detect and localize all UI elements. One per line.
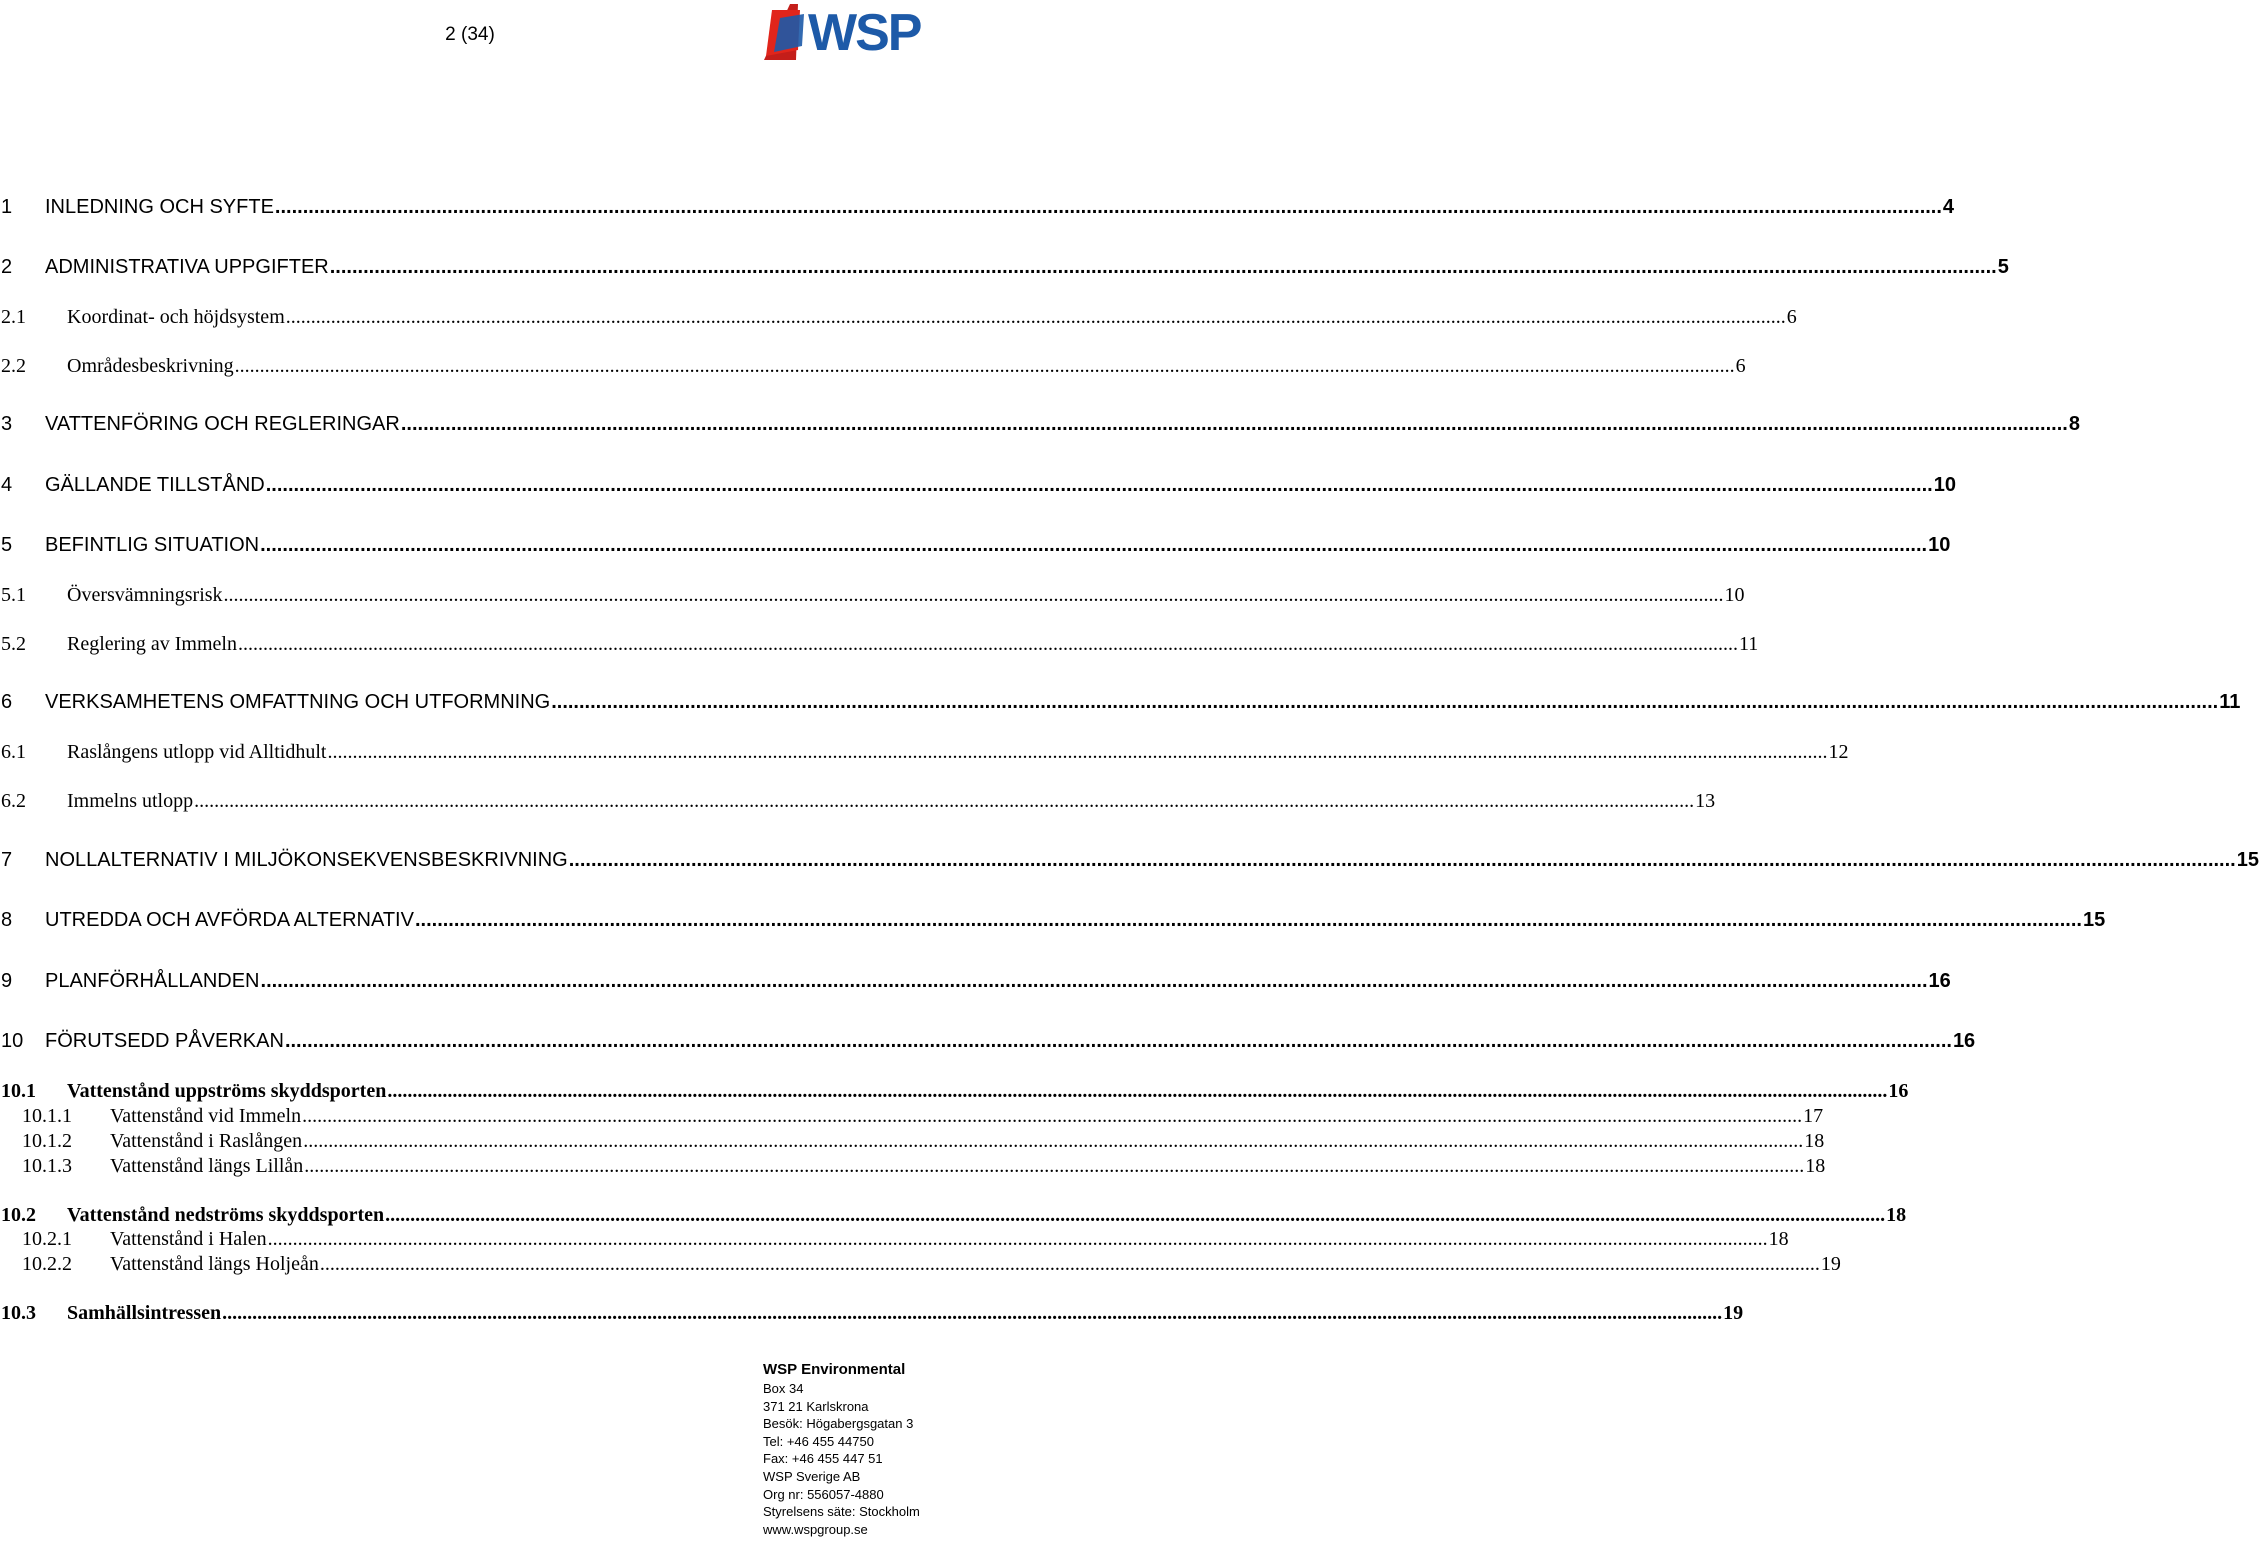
toc-entry[interactable] xyxy=(0,909,2106,932)
toc-entry-number: 10 xyxy=(1,1030,24,1052)
toc-entry[interactable] xyxy=(0,1253,1841,1276)
toc-entry[interactable] xyxy=(0,306,1797,329)
logo-text: WSP xyxy=(808,4,921,62)
toc-dot-leader: ............................................................................................................................................................................................................................................................................................................ xyxy=(319,1253,1820,1275)
footer-line: Org nr: 556057-4880 xyxy=(763,1486,884,1502)
toc-entry[interactable] xyxy=(0,355,1746,378)
toc-entry[interactable] xyxy=(0,534,1951,557)
toc-entry[interactable] xyxy=(0,584,1745,607)
toc-entry-number: 10.1 xyxy=(1,1080,36,1102)
toc-dot-leader: ............................................................................................................................................................................................................................................................................................................ xyxy=(302,1105,1803,1127)
footer-line: Box 34 xyxy=(763,1381,804,1396)
toc-entry-number: 10.1.3 xyxy=(22,1155,72,1177)
toc-entry-number: 4 xyxy=(1,474,13,496)
toc-entry-title: Raslångens utlopp vid Alltidhult xyxy=(67,741,327,763)
footer-line: Styrelsens säte: Stockholm xyxy=(763,1504,920,1520)
toc-entry-title: PLANFÖRHÅLLANDEN xyxy=(45,970,260,992)
footer-line: 371 21 Karlskrona xyxy=(763,1398,869,1414)
toc-entry[interactable] xyxy=(0,741,1849,764)
toc-dot-leader: ............................................................................................................................................................................................................................................................................................................ xyxy=(414,909,2082,931)
toc-entry-number: 3 xyxy=(1,413,13,435)
toc-entry-page: 16 xyxy=(1928,970,1951,992)
toc-entry-number: 2 xyxy=(1,256,13,278)
toc-entry-title: Vattenstånd uppströms skyddsporten xyxy=(67,1080,387,1102)
toc-entry-page: 16 xyxy=(1888,1080,1909,1102)
toc-entry[interactable] xyxy=(0,413,2080,436)
toc-entry-page: 15 xyxy=(2082,909,2106,931)
toc-entry-page: 19 xyxy=(1820,1253,1841,1275)
toc-dot-leader: ............................................................................................................................................................................................................................................................................................................ xyxy=(385,1204,1886,1226)
toc-entry-number: 6.2 xyxy=(1,790,26,812)
toc-dot-leader: ............................................................................................................................................................................................................................................................................................................ xyxy=(194,790,1695,812)
toc-entry-page: 8 xyxy=(2068,413,2080,435)
toc-entry-page: 11 xyxy=(1738,633,1759,655)
page-number: 2 (34) xyxy=(445,24,495,45)
footer-line: www.wspgroup.se xyxy=(763,1521,868,1537)
toc-entry-page: 4 xyxy=(1942,196,1955,218)
toc-entry-title: GÄLLANDE TILLSTÅND xyxy=(45,474,265,496)
toc-entry[interactable] xyxy=(0,1204,1907,1227)
toc-entry-title: Vattenstånd i Raslången xyxy=(110,1130,303,1152)
toc-entry-number: 10.1.2 xyxy=(22,1130,72,1152)
toc-entry-number: 2.1 xyxy=(1,306,26,328)
toc-entry[interactable] xyxy=(0,691,2241,714)
toc-entry-page: 18 xyxy=(1805,1155,1826,1177)
toc-entry-page: 6 xyxy=(1786,306,1797,328)
toc-entry-title: Vattenstånd nedströms skyddsporten xyxy=(67,1204,385,1226)
footer-line: WSP Sverige AB xyxy=(763,1468,861,1484)
toc-entry-title: ADMINISTRATIVA UPPGIFTER xyxy=(45,256,329,278)
footer-line: Besök: Högabergsgatan 3 xyxy=(763,1416,914,1432)
toc-entry-title: FÖRUTSEDD PÅVERKAN xyxy=(45,1030,284,1052)
toc-entry[interactable] xyxy=(0,1302,1744,1325)
toc-entry[interactable] xyxy=(0,633,1759,656)
toc-entry-title: Områdesbeskrivning xyxy=(67,355,234,377)
toc-entry-number: 1 xyxy=(1,196,13,218)
toc-entry-title: Samhällsintressen xyxy=(67,1302,222,1324)
toc-dot-leader: ............................................................................................................................................................................................................................................................................................................ xyxy=(265,474,1933,496)
toc-entry-page: 11 xyxy=(2219,691,2241,713)
toc-entry-title: VERKSAMHETENS OMFATTNING OCH UTFORMNING xyxy=(45,691,551,713)
toc-entry-title: BEFINTLIG SITUATION xyxy=(45,534,260,556)
toc-dot-leader: ............................................................................................................................................................................................................................................................................................................ xyxy=(234,355,1735,377)
toc-dot-leader: ............................................................................................................................................................................................................................................................................................................ xyxy=(329,256,1997,278)
toc-entry-page: 18 xyxy=(1886,1204,1907,1226)
toc-entry-page: 18 xyxy=(1804,1130,1825,1152)
footer-line: Tel: +46 455 44750 xyxy=(763,1433,874,1449)
toc-entry-title: VATTENFÖRING OCH REGLERINGAR xyxy=(45,413,400,435)
toc-dot-leader: ............................................................................................................................................................................................................................................................................................................ xyxy=(387,1080,1888,1102)
toc-dot-leader: ............................................................................................................................................................................................................................................................................................................ xyxy=(400,413,2068,435)
toc-entry-number: 10.2 xyxy=(1,1204,36,1226)
toc-entry-number: 9 xyxy=(1,970,13,992)
toc-entry-title: Översvämningsrisk xyxy=(67,584,223,606)
toc-entry-number: 2.2 xyxy=(1,355,26,377)
toc-dot-leader: ............................................................................................................................................................................................................................................................................................................ xyxy=(327,741,1828,763)
toc-entry-title: Reglering av Immeln xyxy=(67,633,237,655)
toc-dot-leader: ............................................................................................................................................................................................................................................................................................................ xyxy=(284,1030,1952,1052)
footer-company: WSP Environmental xyxy=(763,1361,906,1378)
toc-dot-leader: ............................................................................................................................................................................................................................................................................................................ xyxy=(303,1130,1804,1152)
toc-dot-leader: ............................................................................................................................................................................................................................................................................................................ xyxy=(237,633,1738,655)
footer-address xyxy=(763,1360,960,1538)
toc-entry[interactable] xyxy=(0,256,2009,279)
toc-entry-number: 8 xyxy=(1,909,13,931)
toc-entry[interactable] xyxy=(0,196,1955,219)
toc-entry-number: 10.3 xyxy=(1,1302,36,1324)
toc-entry-title: Vattenstånd längs Holjeån xyxy=(110,1253,319,1275)
toc-dot-leader: ............................................................................................................................................................................................................................................................................................................ xyxy=(285,306,1786,328)
toc-entry-number: 5 xyxy=(1,534,13,556)
toc-entry[interactable] xyxy=(0,790,1716,813)
toc-entry-number: 6 xyxy=(1,691,13,713)
toc-dot-leader: ............................................................................................................................................................................................................................................................................................................ xyxy=(304,1155,1805,1177)
toc-dot-leader: ............................................................................................................................................................................................................................................................................................................ xyxy=(260,534,1928,556)
toc-entry[interactable] xyxy=(0,1105,1824,1128)
toc-entry-title: Vattenstånd längs Lillån xyxy=(110,1155,304,1177)
toc-entry-page: 10 xyxy=(1928,534,1951,556)
toc-dot-leader: ............................................................................................................................................................................................................................................................................................................ xyxy=(223,584,1724,606)
toc-entry-title: NOLLALTERNATIV I MILJÖKONSEKVENSBESKRIVNING xyxy=(45,849,568,871)
toc-dot-leader: ............................................................................................................................................................................................................................................................................................................ xyxy=(274,196,1942,218)
toc-entry-page: 13 xyxy=(1695,790,1716,812)
toc-entry-number: 10.2.2 xyxy=(22,1253,72,1275)
toc-entry[interactable] xyxy=(0,849,2259,872)
toc-entry-title: Vattenstånd i Halen xyxy=(110,1228,267,1250)
toc-dot-leader: ............................................................................................................................................................................................................................................................................................................ xyxy=(551,691,2219,713)
toc-entry-number: 7 xyxy=(1,849,13,871)
toc-entry-number: 5.2 xyxy=(1,633,26,655)
toc-entry-number: 10.2.1 xyxy=(22,1228,72,1250)
toc-entry-title: UTREDDA OCH AVFÖRDA ALTERNATIV xyxy=(45,909,414,931)
toc-entry-number: 6.1 xyxy=(1,741,26,763)
toc-entry-title: Immelns utlopp xyxy=(67,790,194,812)
toc-entry[interactable] xyxy=(0,1030,1976,1053)
toc-entry[interactable] xyxy=(0,1155,1826,1178)
toc-entry-page: 15 xyxy=(2236,849,2259,871)
toc-entry-page: 5 xyxy=(1997,256,2009,278)
toc-entry-title: Vattenstånd vid Immeln xyxy=(110,1105,302,1127)
toc-entry-page: 17 xyxy=(1803,1105,1824,1127)
toc-dot-leader: ............................................................................................................................................................................................................................................................................................................ xyxy=(568,849,2236,871)
toc-dot-leader: ............................................................................................................................................................................................................................................................................................................ xyxy=(260,970,1928,992)
toc-entry[interactable] xyxy=(0,1228,1789,1251)
toc-entry[interactable] xyxy=(0,1130,1825,1153)
toc-entry-page: 12 xyxy=(1828,741,1849,763)
toc-entry-title: INLEDNING OCH SYFTE xyxy=(45,196,274,218)
toc-dot-leader: ............................................................................................................................................................................................................................................................................................................ xyxy=(267,1228,1768,1250)
toc-entry-page: 16 xyxy=(1952,1030,1976,1052)
toc-entry-page: 18 xyxy=(1768,1228,1789,1250)
toc-entry[interactable] xyxy=(0,970,1951,993)
toc-entry-title: Koordinat- och höjdsystem xyxy=(67,306,285,328)
toc-entry-page: 10 xyxy=(1724,584,1745,606)
toc-entry-number: 10.1.1 xyxy=(22,1105,72,1127)
toc-entry-page: 10 xyxy=(1933,474,1956,496)
toc-entry-page: 19 xyxy=(1723,1302,1744,1324)
toc-entry[interactable] xyxy=(0,474,1956,497)
toc-entry-number: 5.1 xyxy=(1,584,26,606)
toc-dot-leader: ............................................................................................................................................................................................................................................................................................................ xyxy=(222,1302,1723,1324)
footer-line: Fax: +46 455 447 51 xyxy=(763,1451,883,1467)
toc-entry-page: 6 xyxy=(1735,355,1746,377)
toc-entry[interactable] xyxy=(0,1080,1909,1103)
